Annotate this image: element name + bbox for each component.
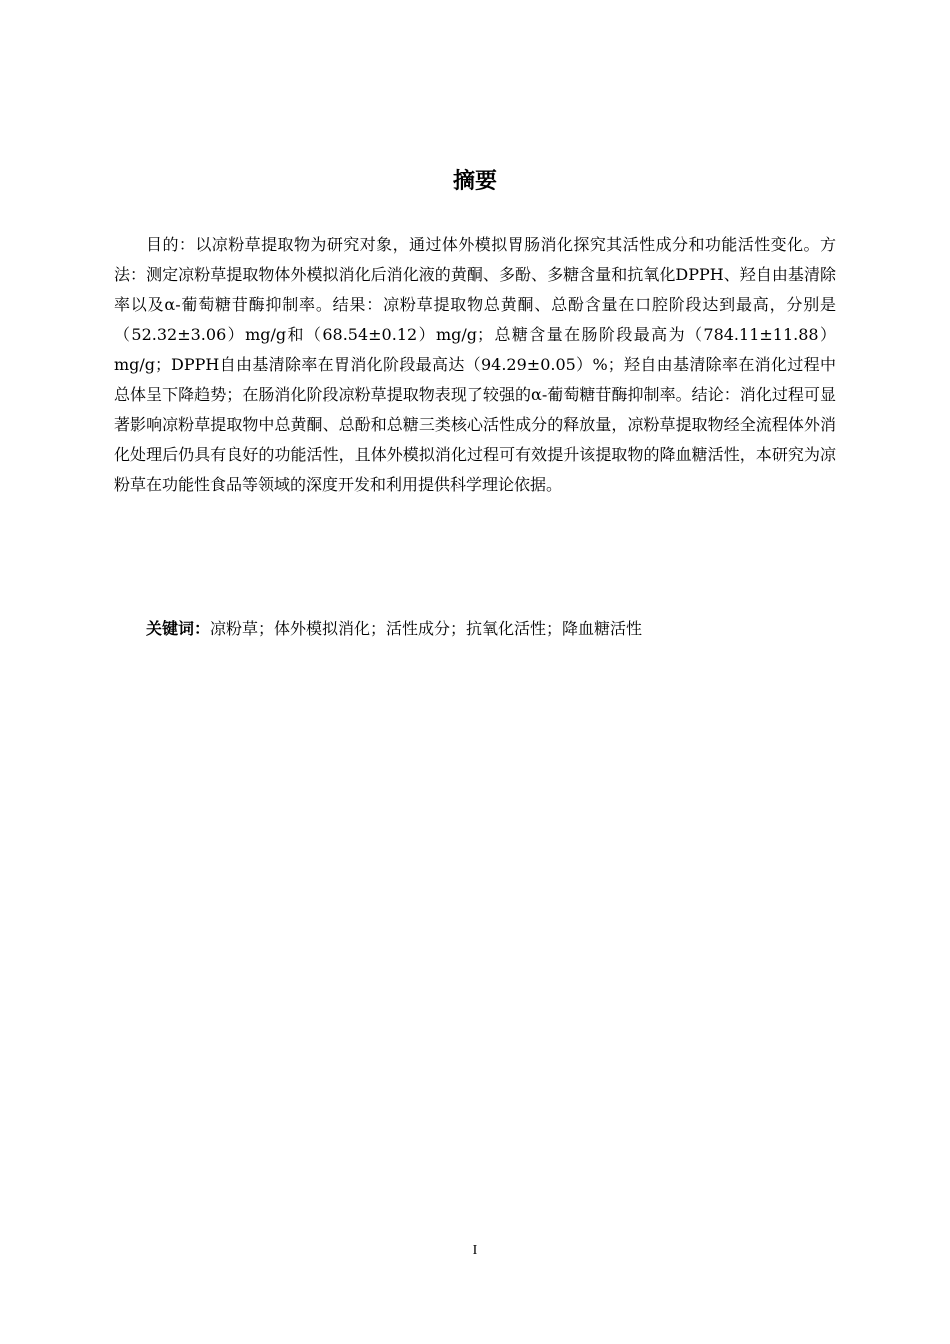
abstract-paragraph: 目的：以凉粉草提取物为研究对象，通过体外模拟胃肠消化探究其活性成分和功能活性变化。方法：测定凉粉草提取物体外模拟消化后消化液的黄酮、多酚、多糖含量和抗氧化DPPH、羟自由基清除率以及α-葡萄糖苷酶抑制率。结果：凉粉草提取物总黄酮、总酚含量在口腔阶段达到最高，分别是（52.32±3.06）mg/g和（68.54±0.12）mg/g；总糖含量在肠阶段最高为（784.11±11.88）mg/g；DPPH自由基清除率在胃消化阶段最高达（94.29±0.05）%；羟自由基清除率在消化过程中总体呈下降趋势；在肠消化阶段凉粉草提取物表现了较强的α-葡萄糖苷酶抑制率。结论：消化过程可显著影响凉粉草提取物中总黄酮、总酚和总糖三类核心活性成分的释放量，凉粉草提取物经全流程体外消化处理后仍具有良好的功能活性，且体外模拟消化过程可有效提升该提取物的降血糖活性，本研究为凉粉草在功能性食品等领域的深度开发和利用提供科学理论依据。: [114, 235, 836, 494]
page-number: I: [472, 1243, 478, 1258]
keywords-text: 凉粉草；体外模拟消化；活性成分；抗氧化活性；降血糖活性: [210, 619, 643, 638]
page-title: 摘要: [452, 169, 497, 194]
keywords-line: [114, 614, 836, 644]
keywords-label: 关键词：: [146, 619, 211, 638]
